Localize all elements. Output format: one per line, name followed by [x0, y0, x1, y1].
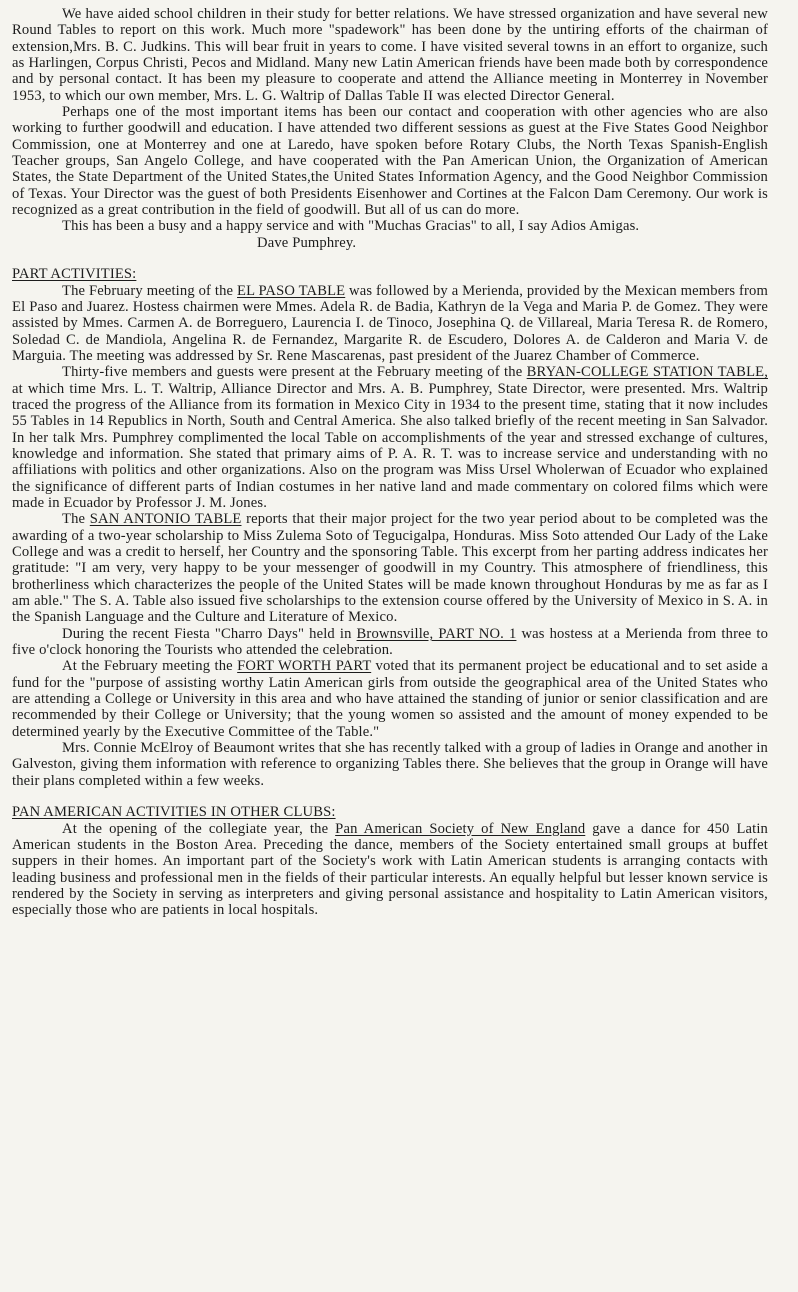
- el-paso-pre: The February meeting of the: [62, 282, 238, 299]
- fort-worth-pre: At the February meeting the: [62, 658, 238, 675]
- bryan-paragraph: [12, 364, 768, 511]
- san-antonio-post: reports that their major project for the two year period about to be completed was the awarding of a two-year scholarship to Miss Zulema Soto of Tegucigalpa, Honduras. Miss Soto attended Our Lady of the Lake College and was a credit to herself, her Country and the sponsoring Table. This excerpt from her parting address indicates her gratitude: "I am very, very happy to be your messenger of goodwill in my Country. This atmosphere of friendliness, this brotherliness which characterizes the people of the United States will be made known throughout Honduras by me as far as I am able." The S. A. Table also issued five scholarships to the extension course offered by the University of Mexico in S. A. in the Spanish Language and the Culture and Literature of Mexico.: [12, 511, 768, 626]
- fort-worth-post: voted that its permanent project be educational and to set aside a fund for the "purpose of assisting worthy Latin American girls from outside the geographical area of the United States who are attending a College or University in this area and who have attained the standing of junior or senior classification and are recommended by their College or University; that the young women so assisted and the amount of money expended to be determined yearly by the Executive Committee of the Table.": [12, 658, 768, 740]
- part-activities-section: [12, 266, 768, 282]
- bryan-table-name: BRYAN-COLLEGE STATION TABLE,: [526, 364, 768, 381]
- signature: Dave Pumphrey.: [257, 234, 357, 251]
- san-antonio-table-name: SAN ANTONIO TABLE: [89, 511, 242, 528]
- el-paso-paragraph: [12, 283, 768, 365]
- el-paso-table-name: EL PASO TABLE: [237, 282, 346, 299]
- other-clubs-heading: PAN AMERICAN ACTIVITIES IN OTHER CLUBS:: [12, 804, 336, 821]
- report-paragraph-3: This has been a busy and a happy service and with "Muchas Gracias" to all, I say Adios Amigas.: [62, 218, 640, 235]
- san-antonio-pre: The: [62, 511, 90, 528]
- fort-worth-paragraph: [12, 658, 768, 740]
- new-england-paragraph: [12, 821, 768, 919]
- new-england-society-name: Pan American Society of New England: [335, 820, 586, 837]
- brownsville-post: was hostess at a Merienda from three to five o'clock honoring the Tourists who attended the celebration.: [12, 625, 769, 659]
- bryan-post: at which time Mrs. L. T. Waltrip, Alliance Director and Mrs. A. B. Pumphrey, State Director, were presented. Mrs. Waltrip traced the progress of the Alliance from its formation in Mexico City in 1934 to the present time, stating that it now includes 55 Tables in 14 Republics in North, South and Central America. She also talked briefly of the recent meeting in San Salvador. In her talk Mrs. Pumphrey complimented the local Table on accomplishments of the year and stressed exchange of cultures, knowledge and information. She stated that primary aims of P. A. R. T. was to increase service and understanding with no affiliations with politics and other organizations. Also on the program was Miss Ursel Wholerwan of Ecuador who explained the significance of different parts of Indian costumes in her native land and made commentary on colored films which were made in Ecuador by Professor J. M. Jones.: [12, 380, 768, 511]
- new-england-pre: At the opening of the collegiate year, the: [62, 820, 336, 837]
- fort-worth-part-name: FORT WORTH PART: [237, 658, 372, 675]
- part-activities-heading: PART ACTIVITIES:: [12, 266, 137, 283]
- bryan-pre: Thirty-five members and guests were present at the February meeting of the: [62, 364, 527, 381]
- beaumont-paragraph: Mrs. Connie McElroy of Beaumont writes that she has recently talked with a group of ladies in Orange and another in Galveston, giving them information with reference to organizing Tables there. She believes that the group in Orange will have their plans completed within a few weeks.: [12, 740, 768, 789]
- other-clubs-section: [12, 804, 768, 820]
- new-england-post: gave a dance for 450 Latin American students in the Boston Area. Preceding the dance, members of the Society entertained small groups at buffet suppers in their homes. An important part of the Society's work with Latin American students is arranging contacts with leading business and professional men in the fields of their particular interests. An equally helpful but lesser known service is rendered by the Society in serving as interpreters and giving personal assistance and hospitality to Latin American visitors, especially those who are patients in local hospitals.: [12, 820, 768, 919]
- el-paso-post: was followed by a Merienda, provided by the Mexican members from El Paso and Juarez. Hostess chairmen were Mmes. Adela R. de Badia, Kathryn de la Vega and Maria P. de Gomez. They were assisted by Mmes. Carmen A. de Borreguero, Laurencia I. de Tinoco, Josephina Q. de Villareal, Maria Teresa R. de Romero, Soledad C. de Mandiola, Angelina R. de Fernandez, Margarite R. de Escudero, Dolores A. de Calderon and Maria V. de Marguia. The meeting was addressed by Sr. Rene Mascarenas, past president of the Juarez Chamber of Commerce.: [12, 282, 769, 364]
- san-antonio-paragraph: [12, 511, 768, 625]
- report-paragraph-1: We have aided school children in their study for better relations. We have stressed organization and have several new Round Tables to report on this work. Much more "spadework" has been done by the untiring efforts of the chairman of extension,Mrs. B. C. Judkins. This will bear fruit in years to come. I have visited several towns in an effort to organize, such as Harlingen, Corpus Christi, Pecos and Midland. Many new Latin American friends have been made both by correspondence and by personal contact. It has been my pleasure to cooperate and attend the Alliance meeting in Monterrey in November 1953, to which our own member, Mrs. L. G. Waltrip of Dallas Table II was elected Director General.: [12, 6, 768, 104]
- brownsville-part-name: Brownsville, PART NO. 1: [356, 625, 517, 642]
- report-paragraph-2: Perhaps one of the most important items has been our contact and cooperation with other agencies who are also working to further goodwill and education. I have attended two different sessions as guest at the Five States Good Neighbor Commission, one at Monterrey and one at Laredo, have spoken before Rotary Clubs, the North Texas Spanish-English Teacher groups, San Angelo College, and have cooperated with the Pan American Union, the Organization of American States, the State Department of the United States,the United States Information Agency, and the Good Neighbor Commission of Texas. Your Director was the guest of both Presidents Eisenhower and Cortines at the Falcon Dam Ceremony. Our work is recognized as a great contribution in the field of goodwill. But all of us can do more.: [12, 104, 768, 219]
- brownsville-paragraph: [12, 626, 768, 659]
- brownsville-pre: During the recent Fiesta "Charro Days" held in: [62, 625, 357, 642]
